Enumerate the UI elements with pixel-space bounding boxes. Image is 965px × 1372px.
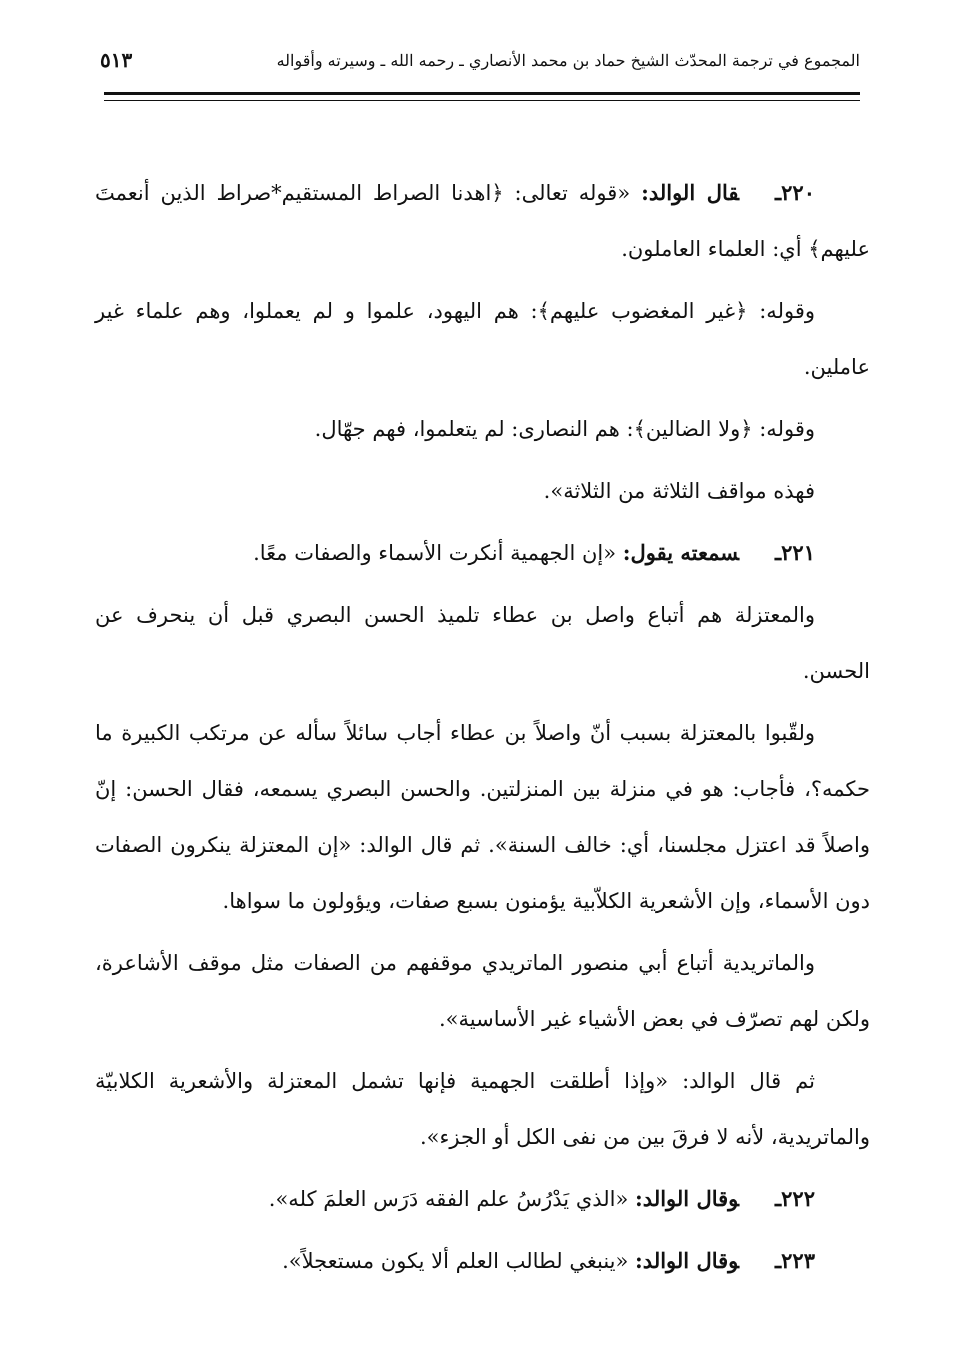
- paragraph: [95, 935, 870, 1047]
- entry-220: [95, 165, 870, 277]
- paragraph: [95, 463, 870, 519]
- entry-lead: وقال الوالد:: [635, 1248, 739, 1273]
- running-title: المجموع في ترجمة المحدّث الشيخ حماد بن محمد الأنصاري ـ رحمه الله ـ وسيرته وأقواله: [276, 50, 860, 70]
- paragraph-text: وقوله: ﴿غير المغضوب عليهم﴾: هم اليهود، علموا و لم يعملوا، وهم علماء غير عاملين.: [95, 299, 870, 379]
- paragraph: [95, 1053, 870, 1165]
- paragraph-text: ولقّبوا بالمعتزلة بسبب أنّ واصلاً بن عطاء أجاب سائلاً سأله عن مرتكب الكبيرة ما حكمه؟، فأجاب: هو في منزلة بين المنزلتين. والحسن البصري يسمعه، فقال الحسن: إنّ واصلاً قد اعتزل مجلسنا، أي: خالف السنة». ثم قال الوالد: «إن المعتزلة ينكرون الصفات دون الأسماء، وإن الأشعرية الكلاّبية يؤمنون بسبع صفات، ويؤولون ما سواها.: [95, 721, 870, 913]
- entry-lead: سمعته يقول:: [622, 540, 739, 565]
- entry-lead: وقال الوالد:: [635, 1186, 739, 1211]
- entry-text: «الذي يَدْرُسُ علم الفقه دَرَس العلمَ كله».: [268, 1187, 636, 1211]
- entry-221: [95, 525, 870, 581]
- page-number: ٥١٣: [100, 48, 133, 72]
- paragraph-text: والماتريدية أتباع أبي منصور الماتريدي موقفهم من الصفات مثل موقف الأشاعرة، ولكن لهم تصرّف في بعض الأشياء غير الأساسية».: [95, 951, 870, 1031]
- entry-lead: قال الوالد:: [641, 180, 739, 205]
- entry-223: [95, 1233, 870, 1289]
- paragraph-text: والمعتزلة هم أتباع واصل بن عطاء تلميذ الحسن البصري قبل أن ينحرف عن الحسن.: [95, 603, 870, 683]
- paragraph: [95, 283, 870, 395]
- paragraph: [95, 587, 870, 699]
- entry-number: ٢٢١ـ: [775, 540, 815, 565]
- paragraph-text: ثم قال الوالد: «وإذا أطلقت الجهمية فإنها تشمل المعتزلة والأشعرية الكلابيّة والماتريدية، لأنه لا فرقَ بين من نفى الكل أو الجزء».: [95, 1069, 870, 1149]
- page-body: [95, 165, 870, 1295]
- entry-text: «إن الجهمية أنكرت الأسماء والصفات معًا.: [253, 541, 623, 565]
- entry-number: ٢٢٣ـ: [775, 1248, 815, 1273]
- paragraph: [95, 705, 870, 929]
- header-rule-thick: [104, 92, 860, 95]
- entry-222: [95, 1171, 870, 1227]
- paragraph: [95, 401, 870, 457]
- page-header: [100, 40, 860, 80]
- entry-text: «ينبغي لطالب العلم ألا يكون مستعجلاً».: [282, 1249, 636, 1273]
- entry-number: ٢٢٠ـ: [775, 180, 815, 205]
- paragraph-text: فهذه مواقف الثلاثة من الثلاثة».: [543, 479, 815, 503]
- header-rule-thin: [104, 100, 860, 101]
- paragraph-text: وقوله: ﴿ولا الضالين﴾: هم النصارى: لم يتعلموا، فهم جهّال.: [314, 417, 815, 441]
- entry-text: «قوله تعالى: ﴿اهدنا الصراط المستقيم*صراط الذين أنعمتَ عليهم﴾ أي: العلماء العاملون.: [95, 181, 870, 261]
- entry-number: ٢٢٢ـ: [775, 1186, 815, 1211]
